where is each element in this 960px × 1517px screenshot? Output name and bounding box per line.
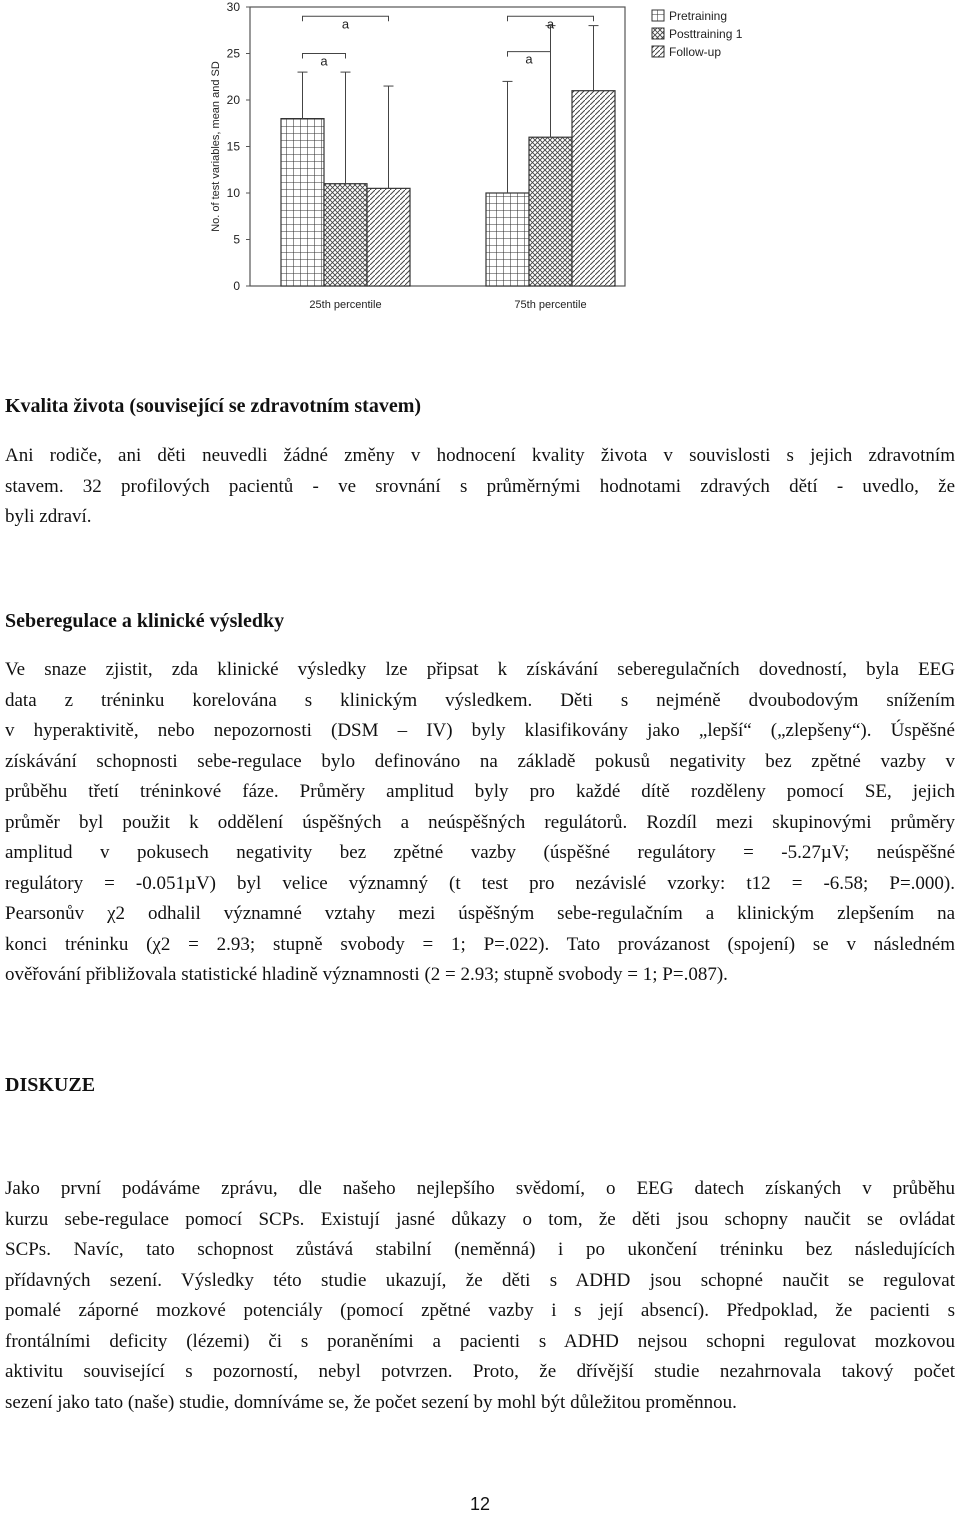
qol-heading: Kvalita života (související se zdravotním stavem) [5, 395, 422, 417]
text-line: sezení jako tato (naše) studie, domníváme se, že počet sezení by mohl být důležitou proměnnou. [5, 1391, 737, 1413]
text-line: ověřování přibližovala statistické hladině významnosti (2 = 2.93; stupně svobody = 1; P=.087). [5, 964, 728, 985]
text-line: Pearsonův χ2 odhalil významné vztahy mezi úspěšným sebe-regulačním a klinickým zlepšením na [5, 903, 955, 924]
text-line: průměr byl použit k oddělení úspěšných a neúspěšných regulátorů. Rozdíl mezi skupinovými průměry [5, 811, 955, 833]
y-tick-label: 10 [226, 186, 240, 200]
y-axis-label: No. of test variables, mean and SD [210, 61, 222, 232]
text-line: aktivitu související s pozorností, nebyl potvrzen. Proto, že dřívější studie nezahrnovala takový počet [5, 1361, 955, 1382]
legend-label: Follow-up [669, 45, 722, 59]
text-line: Jako první podáváme zprávu, dle našeho nejlepšího svědomí, o EEG datech získaných v průběhu [5, 1178, 955, 1199]
bar-follow-up [367, 188, 410, 286]
legend-swatch [652, 46, 664, 57]
qol-paragraph [5, 441, 955, 533]
text-line: Ani rodiče, ani děti neuvedli žádné změny v hodnocení kvality života v souvislosti s jejich zdravotním [5, 445, 955, 466]
x-category-label: 25th percentile [309, 299, 382, 311]
y-tick-label: 30 [226, 0, 240, 14]
self-regulation-heading: Seberegulace a klinické výsledky [5, 610, 285, 632]
bar-chart [195, 0, 765, 318]
text-line: regulátory = -0.051µV) byl velice významný (t test pro nezávislé vzorky: t12 = -6.58; P=.000). [5, 872, 955, 894]
page-number: 12 [469, 1494, 491, 1514]
text-line: amplitud v pokusech negativity bez zpětné vazby (úspěšné regulátory = -5.27µV; neúspěšné [5, 842, 955, 863]
text-line: v hyperaktivitě, nebo nepozornosti (DSM – IV) byly klasifikovány jako „lepší“ („zlepšeny“). Úspěšné [5, 720, 955, 741]
legend-swatch [652, 10, 664, 21]
text-line: frontálními deficity (lézemi) či s poraněními a pacienti s ADHD nejsou schopni regulovat mozkovou [5, 1330, 955, 1352]
text-line: stavem. 32 profilových pacientů - ve srovnání s průměrnými hodnotami zdravých dětí - uvedlo, že [5, 475, 955, 497]
text-line: průběhu třetí tréninkové fáze. Průměry amplitud byly pro každé dítě rozděleny pomocí SE, jejich [5, 781, 955, 802]
text-line: byli zdraví. [5, 506, 92, 527]
legend-swatch [652, 28, 664, 39]
text-line: SCPs. Navíc, tato schopnost zůstává stabilní (neměnná) i po ukončení tréninku bez následujících [5, 1239, 955, 1260]
bar-pretraining [281, 119, 324, 286]
legend-label: Posttraining 1 [669, 27, 743, 41]
text-line: data z tréninku korelována s klinickým výsledkem. Děti s nejméně dvoubodovým snížením [5, 689, 955, 711]
text-line: získávání schopnosti sebe-regulace bylo definováno na základě pokusů negativity bez zpětné vazby v [5, 750, 955, 772]
significance-label: a [525, 51, 533, 67]
y-tick-label: 5 [233, 232, 240, 247]
text-line: Ve snaze zjistit, zda klinické výsledky lze připsat k získávání seberegulačních dovedností, byla EEG [5, 659, 955, 680]
discussion-heading: DISKUZE [5, 1074, 96, 1096]
y-tick-label: 25 [226, 46, 240, 61]
x-category-label: 75th percentile [514, 299, 587, 311]
bar-follow-up [572, 91, 615, 286]
discussion-paragraph [5, 1174, 955, 1418]
bar-pretraining [486, 193, 529, 286]
y-tick-label: 15 [226, 139, 240, 154]
bar-chart-figure [195, 0, 765, 318]
significance-label: a [546, 16, 555, 32]
y-tick-label: 20 [226, 93, 240, 107]
text-line: pomalé záporné mozkové potenciály (pomocí zpětné vazby i s její absencí). Předpoklad, že pacienti s [5, 1300, 955, 1321]
bar-posttraining-1 [529, 137, 572, 286]
text-line: kurzu sebe-regulace pomocí SCPs. Existují jasné důkazy o tom, že děti jsou schopny naučit se ovládat [5, 1208, 955, 1230]
significance-label: a [341, 16, 350, 32]
self-regulation-paragraph [5, 655, 955, 991]
bar-posttraining-1 [324, 184, 367, 286]
y-tick-label: 0 [233, 279, 240, 293]
text-line: konci tréninku (χ2 = 2.93; stupně svobody = 1; P=.022). Tato provázanost (spojení) se v následném [5, 933, 955, 955]
text-line: přídavných sezení. Výsledky této studie ukazují, že děti s ADHD jsou schopné naučit se regulovat [5, 1269, 955, 1291]
significance-label: a [320, 53, 328, 69]
legend-label: Pretraining [669, 9, 728, 23]
